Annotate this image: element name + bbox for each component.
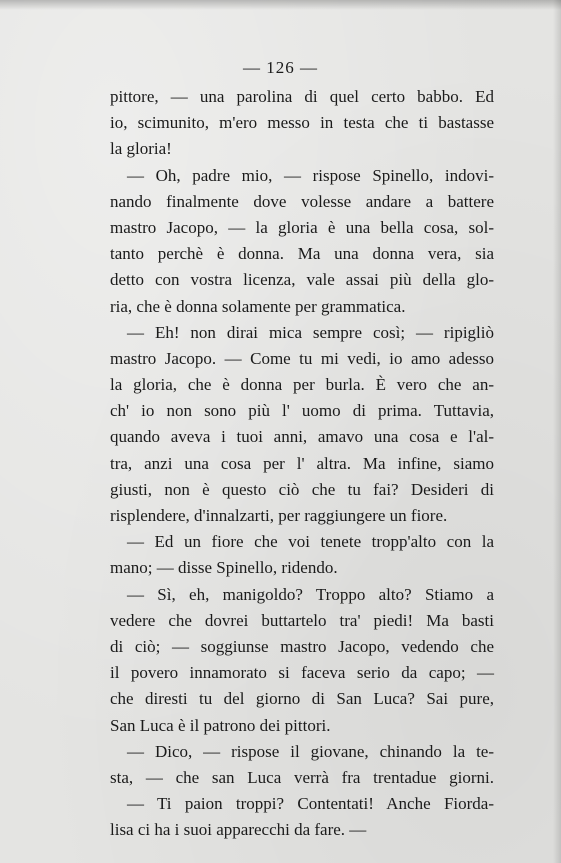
text-line: mastro Jacopo, — la gloria è una bella cosa, sol- [110,217,494,237]
body-text [110,84,494,843]
text-line: — Ed un fiore che voi tenete tropp'alto con la [127,532,494,552]
text-line: il povero innamorato si faceva serio da capo; — [110,663,494,683]
text-line: nando finalmente dove volesse andare a battere [110,191,494,211]
text-line: che diresti tu del giorno di San Luca? Sai pure, [110,689,494,709]
text-line: giusti, non è questo ciò che tu fai? Desideri di [110,479,494,499]
text-line: — Sì, eh, manigoldo? Troppo alto? Stiamo a [127,584,494,604]
text-line: la gloria! [110,139,172,159]
page-number: — 126 — [243,58,318,77]
text-line: tra, anzi una cosa per l' altra. Ma infine, siamo [110,453,494,473]
text-line: di ciò; — soggiunse mastro Jacopo, vedendo che [110,636,494,656]
text-line: la gloria, che è donna per burla. È vero che an- [110,375,494,395]
text-line: — Oh, padre mio, — rispose Spinello, indovi- [127,165,494,185]
text-line: ria, che è donna solamente per grammatica. [110,296,406,316]
text-line: — Dico, — rispose il giovane, chinando la te- [127,741,494,761]
text-line: detto con vostra licenza, vale assai più della glo- [110,270,494,290]
text-line: — Ti paion troppi? Contentati! Anche Fiorda- [127,794,494,814]
page-right-shadow [553,0,561,863]
text-line: mastro Jacopo. — Come tu mi vedi, io amo adesso [110,348,494,368]
text-line: io, scimunito, m'ero messo in testa che ti bastasse [110,113,494,133]
text-line: lisa ci ha i suoi apparecchi da fare. — [110,820,367,840]
text-line: San Luca è il patrono dei pittori. [110,715,331,735]
text-line: tanto perchè è donna. Ma una donna vera, sia [110,244,494,264]
page-top-shadow [0,0,561,10]
text-line: quando aveva i tuoi anni, amavo una cosa e l'al- [110,427,494,447]
text-line: mano; — disse Spinello, ridendo. [110,558,338,578]
text-line: vedere che dovrei buttartelo tra' piedi! Ma basti [110,610,494,630]
text-line: ch' io non sono più l' uomo di prima. Tuttavia, [110,401,494,421]
text-line: pittore, — una parolina di quel certo babbo. Ed [110,87,494,106]
text-line: — Eh! non dirai mica sempre così; — ripigliò [127,322,494,342]
text-line: risplendere, d'innalzarti, per raggiungere un fiore. [110,506,448,525]
text-line: sta, — che san Luca verrà fra trentadue giorni. [110,767,494,787]
